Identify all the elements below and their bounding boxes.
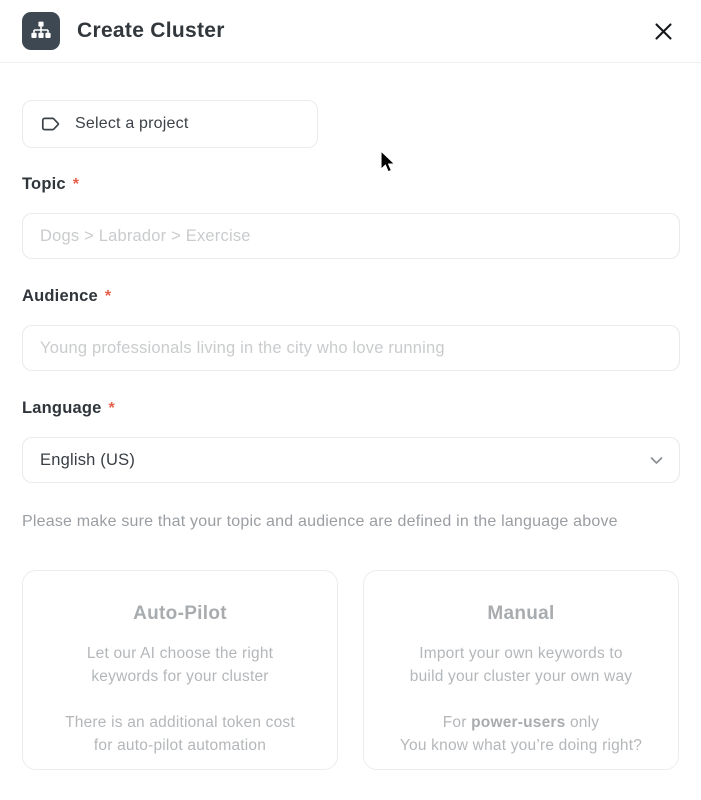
language-label: Language * <box>22 399 115 417</box>
modal-body <box>0 100 701 770</box>
auto-pilot-title: Auto-Pilot <box>133 603 227 624</box>
cluster-sitemap-icon <box>22 12 60 50</box>
manual-title: Manual <box>487 603 555 624</box>
mode-cards <box>22 570 679 770</box>
topic-input[interactable] <box>22 213 680 259</box>
manual-card[interactable] <box>363 570 679 770</box>
project-select-label: Select a project <box>75 115 189 132</box>
close-icon <box>654 22 673 41</box>
language-select[interactable] <box>22 437 680 483</box>
tag-icon <box>40 114 61 134</box>
helper-text: Please make sure that your topic and audience are defined in the language above <box>22 513 618 530</box>
power-users-emphasis: power-users <box>471 714 566 731</box>
manual-description: Import your own keywords to build your cluster your own way <box>409 645 633 685</box>
project-select-button[interactable] <box>22 100 318 148</box>
required-asterisk: * <box>108 400 115 417</box>
required-asterisk: * <box>72 176 80 193</box>
required-asterisk: * <box>104 288 112 305</box>
auto-pilot-card[interactable] <box>22 570 338 770</box>
language-select-value: English (US) <box>40 450 136 469</box>
audience-label: Audience * <box>22 287 112 305</box>
modal-header <box>0 0 701 63</box>
chevron-down-icon <box>650 456 663 465</box>
manual-note: For power-users only You know what you’re doing right? <box>399 714 643 754</box>
auto-pilot-note: There is an additional token cost for auto-pilot automation <box>65 714 295 754</box>
page-title: Create Cluster <box>77 19 225 42</box>
topic-label: Topic * <box>22 175 80 193</box>
auto-pilot-description: Let our AI choose the right keywords for your cluster <box>86 645 274 685</box>
close-button[interactable] <box>649 17 677 45</box>
audience-input[interactable] <box>22 325 680 371</box>
